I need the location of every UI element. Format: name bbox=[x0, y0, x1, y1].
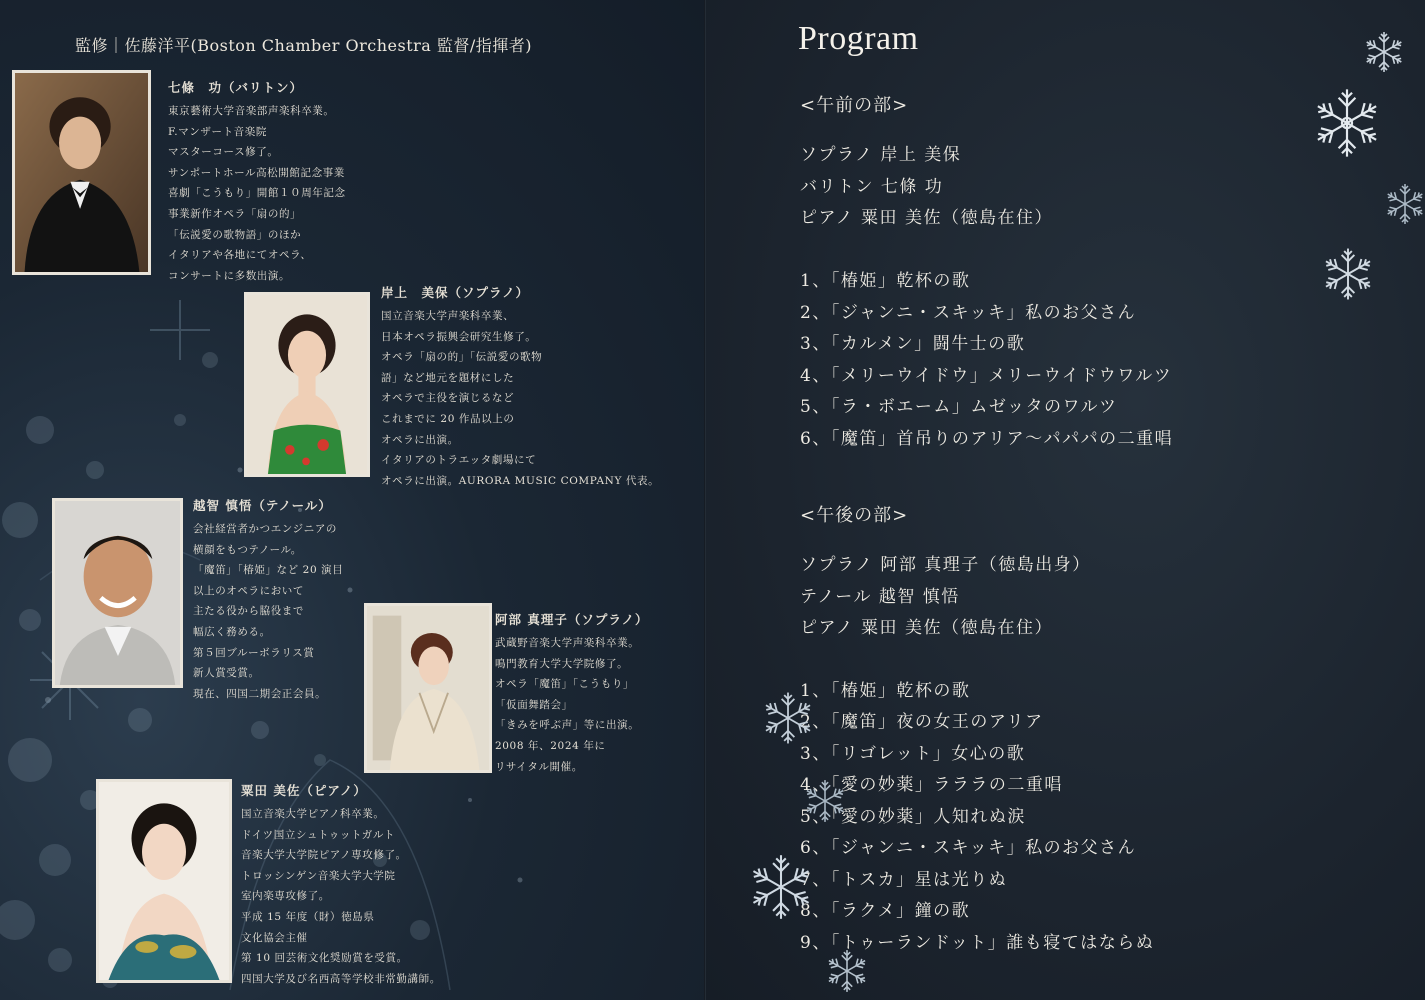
bio-line: 主たる役から脇役まで bbox=[193, 605, 304, 618]
bio-line: 事業新作オペラ「扇の的」 bbox=[168, 207, 302, 220]
bio-line: トロッシンゲン音楽大学大学院 bbox=[241, 869, 396, 882]
bio-line: オペラ「魔笛」「こうもり」 bbox=[495, 678, 635, 691]
bio-line: 国立音楽大学ピアノ科卒業。 bbox=[241, 808, 385, 820]
morning-performer: バリトン 七條 功 bbox=[800, 177, 944, 197]
bio-line: 幅広く務める。 bbox=[193, 625, 271, 638]
bio-line: オペラで主役を演じるなど bbox=[381, 392, 515, 405]
bio-line: オペラに出演。 bbox=[381, 433, 459, 446]
snowflake-icon bbox=[1320, 246, 1376, 302]
performer-name: 阿部 真理子（ソプラノ） bbox=[495, 612, 649, 627]
afternoon-program-item: 3、「リゴレット」女心の歌 bbox=[800, 744, 1026, 764]
bio-line: 「伝説愛の歌物語」のほか bbox=[168, 228, 302, 241]
morning-program-item: 2、「ジャンニ・スキッキ」私のお父さん bbox=[800, 303, 1137, 323]
soprano-kishigami-photo bbox=[244, 292, 370, 477]
bio-line: 現在、四国二期会正会員。 bbox=[193, 687, 327, 700]
performers-page bbox=[0, 0, 706, 1000]
afternoon-performer: テノール 越智 慎悟 bbox=[800, 587, 960, 607]
bio-line: 以上のオペラにおいて bbox=[193, 584, 304, 597]
afternoon-program-item: 7、「トスカ」星は光りぬ bbox=[800, 870, 1008, 890]
program-title: Program bbox=[798, 20, 919, 57]
bio-line: 2008 年、2024 年に bbox=[495, 739, 606, 752]
bio-line: 第 10 回芸術文化奨励賞を受賞。 bbox=[241, 952, 408, 965]
bio-line: 平成 15 年度（財）徳島県 bbox=[241, 910, 375, 923]
bio-line: オペラ「扇の的」「伝説愛の歌物 bbox=[381, 351, 543, 364]
afternoon-program-item: 4、「愛の妙薬」ラララの二重唱 bbox=[800, 775, 1063, 795]
performer-name: 岸上 美保（ソプラノ） bbox=[381, 285, 530, 300]
morning-performer: ソプラノ 岸上 美保 bbox=[800, 145, 962, 165]
bio-line: 武蔵野音楽大学声楽科卒業。 bbox=[495, 637, 640, 649]
bio-line: 四国大学及び名西高等学校非常勤講師。 bbox=[241, 972, 441, 985]
bio-tenor bbox=[193, 496, 343, 704]
bio-line: 「仮面舞踏会」 bbox=[495, 698, 573, 711]
snowflake-icon bbox=[760, 690, 816, 746]
afternoon-program-item: 8、「ラクメ」鐘の歌 bbox=[800, 901, 971, 921]
tenor-photo bbox=[52, 498, 183, 688]
snowflake-icon bbox=[746, 852, 816, 922]
afternoon-program-item: 2、「魔笛」夜の女王のアリア bbox=[800, 712, 1044, 732]
bio-line: 新人賞受賞。 bbox=[193, 667, 260, 680]
bio-baritone bbox=[168, 78, 346, 286]
bio-line: 日本オペラ振興会研究生修了。 bbox=[381, 330, 537, 343]
bio-line: 国立音楽大学声楽科卒業、 bbox=[381, 310, 515, 322]
morning-program-item: 6、「魔笛」首吊りのアリア～パパパの二重唱 bbox=[800, 429, 1174, 449]
afternoon-performer: ソプラノ 阿部 真理子（徳島出身） bbox=[800, 555, 1091, 575]
morning-program-item: 3、「カルメン」闘牛士の歌 bbox=[800, 334, 1026, 354]
bio-line: 喜劇「こうもり」開館１０周年記念 bbox=[168, 187, 346, 200]
snowflake-icon bbox=[1310, 86, 1384, 160]
bio-line: 語」など地元を題材にした bbox=[381, 371, 515, 384]
afternoon-program-item: 6、「ジャンニ・スキッキ」私のお父さん bbox=[800, 838, 1137, 858]
bio-line: 音楽大学大学院ピアノ専攻修了。 bbox=[241, 849, 407, 862]
snowflake-icon bbox=[802, 778, 848, 824]
bio-line: 「きみを呼ぶ声」等に出演。 bbox=[495, 719, 640, 732]
snowflake-icon bbox=[824, 948, 870, 994]
performer-name: 粟田 美佐（ピアノ） bbox=[241, 783, 367, 798]
bio-line: イタリアのトラエッタ劇場にて bbox=[381, 454, 537, 467]
bio-line: 文化協会主催 bbox=[241, 931, 308, 944]
afternoon-program-item: 5、「愛の妙薬」人知れぬ涙 bbox=[800, 807, 1026, 827]
baritone-photo bbox=[12, 70, 151, 275]
bio-line: F.マンザート音楽院 bbox=[168, 125, 267, 138]
bio-line: リサイタル開催。 bbox=[495, 760, 583, 773]
snowflake-icon bbox=[1383, 182, 1425, 226]
morning-performer: ピアノ 粟田 美佐（徳島在住） bbox=[800, 208, 1053, 228]
performer-name: 七條 功（バリトン） bbox=[168, 80, 304, 95]
bio-line: コンサートに多数出演。 bbox=[168, 269, 291, 282]
bio-line: 鳴門教育大学大学院修了。 bbox=[495, 657, 629, 670]
supervisor-credit: 監修｜佐藤洋平(Boston Chamber Orchestra 監督/指揮者) bbox=[75, 36, 533, 55]
bio-line: イタリアや各地にてオペラ、 bbox=[168, 249, 312, 262]
bio-line: 室内楽専攻修了。 bbox=[241, 890, 330, 903]
morning-program-item: 1、「椿姫」乾杯の歌 bbox=[800, 271, 971, 291]
afternoon-program-item: 9、「トゥーランドット」誰も寝てはならぬ bbox=[800, 933, 1155, 953]
bio-soprano-kishigami bbox=[381, 283, 659, 491]
bio-line: 横顔をもつテノール。 bbox=[193, 543, 302, 556]
bio-pianist bbox=[241, 781, 441, 989]
bio-line: ドイツ国立シュトゥットガルト bbox=[241, 828, 396, 841]
performer-name: 越智 慎悟（テノール） bbox=[193, 498, 332, 513]
bio-line: 第５回ブルーボラリス賞 bbox=[193, 646, 315, 659]
soprano-abe-photo bbox=[364, 603, 492, 773]
bio-line: 東京藝術大学音楽部声楽科卒業。 bbox=[168, 105, 335, 117]
afternoon-performer: ピアノ 粟田 美佐（徳島在住） bbox=[800, 618, 1053, 638]
bio-line: 「魔笛」「椿姫」など 20 演目 bbox=[193, 564, 344, 577]
morning-program-item: 4、「メリーウイドウ」メリーウイドウワルツ bbox=[800, 366, 1173, 386]
morning-program-item: 5、「ラ・ボエーム」ムゼッタのワルツ bbox=[800, 397, 1118, 417]
morning-heading: <午前の部> bbox=[800, 95, 909, 116]
bio-line: マスターコース修了。 bbox=[168, 146, 279, 159]
bio-line: 会社経営者かつエンジニアの bbox=[193, 523, 338, 535]
bio-line: これまでに 20 作品以上の bbox=[381, 412, 515, 425]
bio-soprano-abe bbox=[495, 610, 648, 777]
afternoon-program-item: 1、「椿姫」乾杯の歌 bbox=[800, 681, 971, 701]
bio-line: オペラに出演。AURORA MUSIC COMPANY 代表。 bbox=[381, 474, 660, 487]
pianist-photo bbox=[96, 779, 232, 983]
afternoon-heading: <午後の部> bbox=[800, 505, 909, 526]
snowflake-icon bbox=[1362, 30, 1406, 74]
bio-line: サンポートホール高松開館記念事業 bbox=[168, 166, 345, 179]
